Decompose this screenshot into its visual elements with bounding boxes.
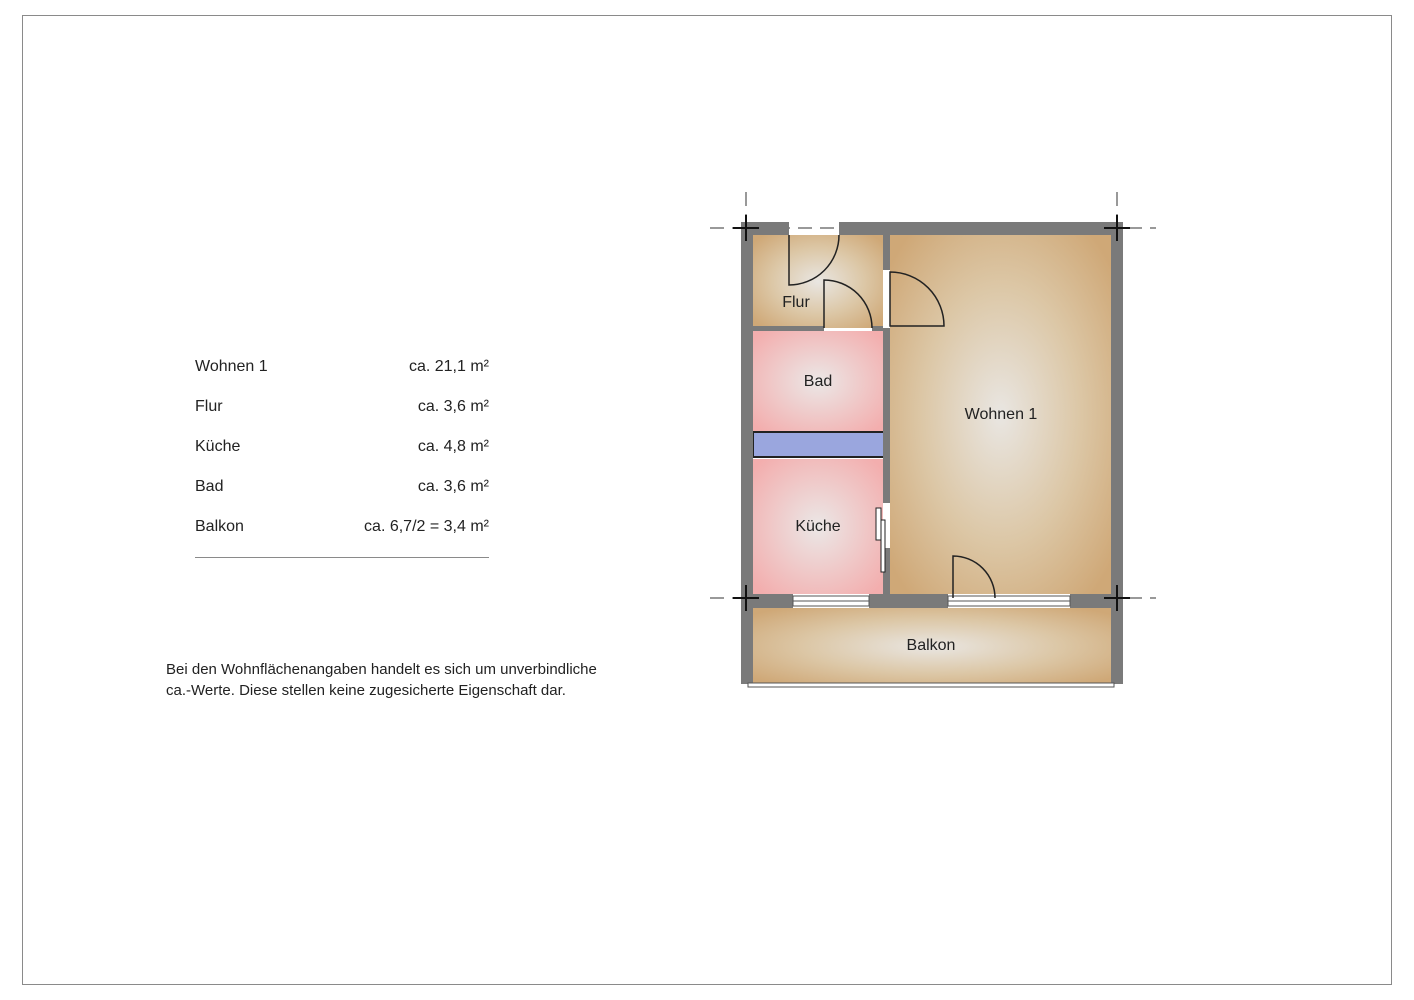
area-row-value: ca. 21,1 m² xyxy=(408,358,489,375)
label-balkon: Balkon xyxy=(906,637,956,654)
area-row-room: Flur xyxy=(195,398,223,415)
area-row-room: Balkon xyxy=(195,518,244,535)
label-wohnen: Wohnen 1 xyxy=(964,406,1038,423)
balcony-railing xyxy=(748,683,1114,687)
area-row-value: ca. 3,6 m² xyxy=(417,398,489,415)
disclaimer-line-1: Bei den Wohnflächenangaben handelt es sich um unverbindliche xyxy=(166,661,597,678)
area-row-value: ca. 6,7/2 = 3,4 m² xyxy=(364,518,489,535)
bad-kueche-separator xyxy=(753,432,884,457)
label-flur: Flur xyxy=(782,294,810,311)
room-flur xyxy=(753,235,883,328)
disclaimer-line-2: ca.-Werte. Diese stellen keine zugesicherte Eigenschaft dar. xyxy=(166,682,566,699)
area-row-room: Wohnen 1 xyxy=(195,358,268,375)
area-row-room: Bad xyxy=(195,478,224,495)
area-row-value: ca. 3,6 m² xyxy=(417,478,489,495)
area-row-room: Küche xyxy=(195,438,241,455)
area-row-value: ca. 4,8 m² xyxy=(417,438,489,455)
label-kueche: Küche xyxy=(795,518,841,535)
label-bad: Bad xyxy=(803,373,833,390)
